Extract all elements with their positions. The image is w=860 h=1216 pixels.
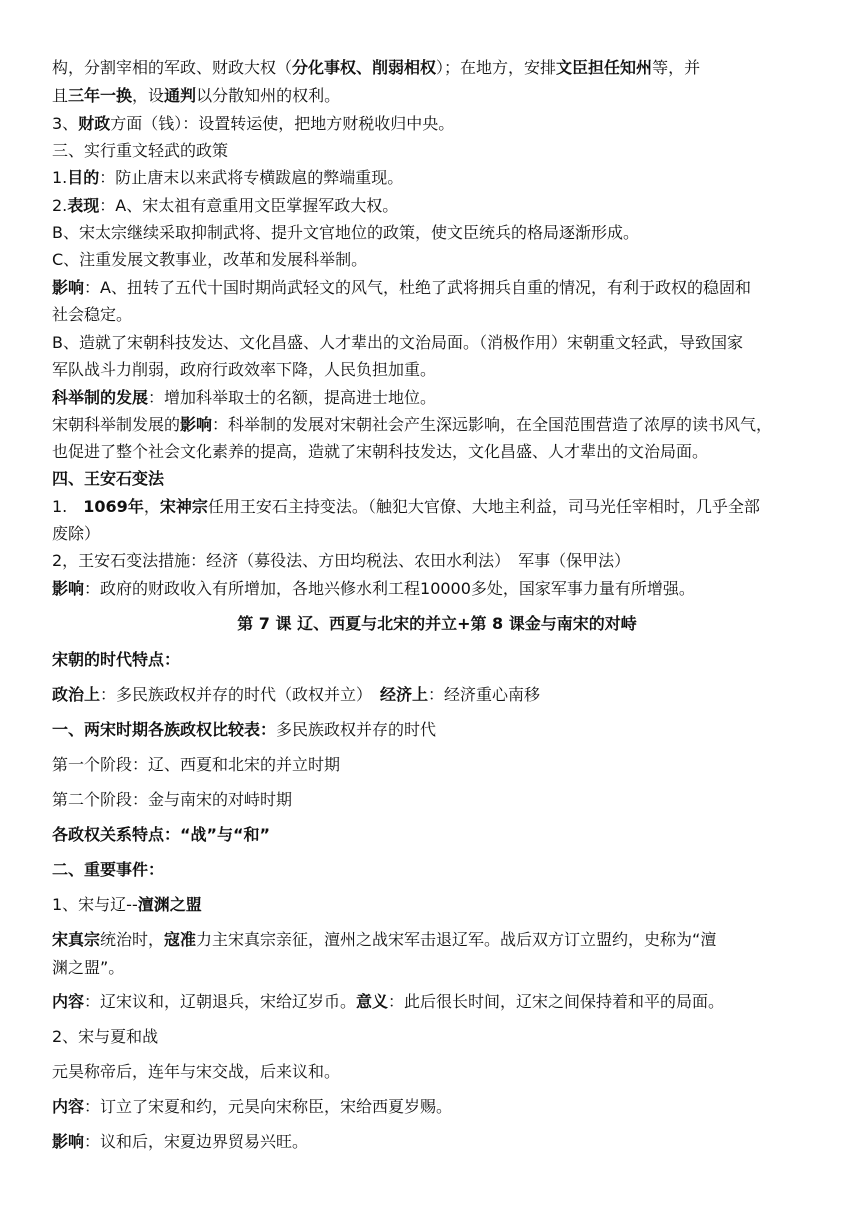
- text-line: 2、宋与夏和战: [52, 1027, 159, 1046]
- text-line: 渊之盟”。: [52, 958, 125, 977]
- text-line: 3、财政方面（钱）：设置转运使，把地方财税收归中央。: [52, 114, 455, 133]
- text-line: 科举制的发展：增加科举取士的名额，提高进士地位。: [52, 388, 437, 407]
- text-line: 第一个阶段：辽、西夏和北宋的并立时期: [52, 755, 341, 774]
- text-line: 宋真宗统治时，寇准力主宋真宗亲征，澶州之战宋军击退辽军。战后双方订立盟约，史称为“澶: [52, 930, 717, 949]
- text-line: C、注重发展文教事业，改革和发展科举制。: [52, 250, 368, 269]
- text-line: 元昊称帝后，连年与宋交战，后来议和。: [52, 1062, 341, 1081]
- text-line: 1.目的：防止唐末以来武将专横跋扈的弊端重现。: [52, 168, 404, 187]
- text-line: 内容：订立了宋夏和约，元昊向宋称臣，宋给西夏岁赐。: [52, 1097, 453, 1116]
- text-line: 且三年一换，设通判以分散知州的权利。: [52, 86, 341, 105]
- text-line: B、宋太宗继续采取抑制武将、提升文官地位的政策，使文臣统兵的格局逐渐形成。: [52, 223, 639, 242]
- section-heading: 二、重要事件：: [52, 860, 165, 879]
- text-line: 2.表现：A、宋太祖有意重用文臣掌握军政大权。: [52, 196, 399, 215]
- section-heading: 一、两宋时期各族政权比较表：多民族政权并存的时代: [52, 720, 437, 739]
- text-line: 内容：辽宋议和，辽朝退兵，宋给辽岁币。意义：此后很长时间，辽宋之间保持着和平的局面。: [52, 992, 725, 1011]
- section-heading: 各政权关系特点：“战”与“和”: [52, 825, 271, 844]
- text-line: 废除）: [52, 524, 101, 543]
- section-heading: 四、王安石变法: [52, 469, 165, 488]
- text-line: 构，分割宰相的军政、财政大权（分化事权、削弱相权）；在地方，安排文臣担任知州等，并: [52, 58, 701, 77]
- text-line: 1. 1069年，宋神宗任用王安石主持变法。（触犯大官僚、大地主利益，司马光任宰相时，几乎全部: [52, 497, 760, 516]
- text-line: 政治上：多民族政权并存的时代（政权并立） 经济上：经济重心南移: [52, 685, 541, 704]
- text-line: 影响：政府的财政收入有所增加，各地兴修水利工程10000多处，国家军事力量有所增强。: [52, 579, 695, 598]
- section-heading: 宋朝的时代特点：: [52, 650, 181, 669]
- lesson-title: 第 7 课 辽、西夏与北宋的并立+第 8 课金与南宋的对峙: [237, 614, 637, 633]
- text-line: 社会稳定。: [52, 305, 133, 324]
- section-heading: 三、实行重文轻武的政策: [52, 141, 229, 160]
- text-line: 2，王安石变法措施：经济（募役法、方田均税法、农田水利法） 军事（保甲法）: [52, 551, 631, 570]
- text-line: 宋朝科举制发展的影响：科举制的发展对宋朝社会产生深远影响，在全国范围营造了浓厚的读书风气，: [52, 415, 773, 434]
- text-line: 影响：议和后，宋夏边界贸易兴旺。: [52, 1132, 309, 1151]
- text-line: 也促进了整个社会文化素养的提高，造就了宋朝科技发达，文化昌盛、人才辈出的文治局面。: [52, 442, 709, 461]
- text-line: 第二个阶段：金与南宋的对峙时期: [52, 790, 293, 809]
- text-line: 军队战斗力削弱，政府行政效率下降，人民负担加重。: [52, 360, 437, 379]
- text-line: B、造就了宋朝科技发达、文化昌盛、人才辈出的文治局面。（消极作用）宋朝重文轻武，导致国家: [52, 333, 743, 352]
- text-line: 1、宋与辽--澶渊之盟: [52, 895, 202, 914]
- text-line: 影响：A、扭转了五代十国时期尚武轻文的风气，杜绝了武将拥兵自重的情况，有利于政权的稳固和: [52, 278, 751, 297]
